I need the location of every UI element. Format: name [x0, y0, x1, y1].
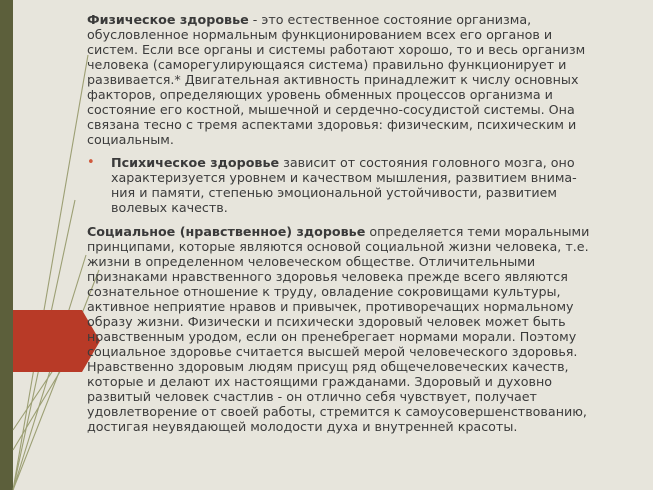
mental-health-text: зависит от состояния головного мозга, оно характеризуется уровнем и качеством мышления, развитием внима-ния и памяти, степенью эмоциональной устойчивости, развитием волевых качеств. [111, 155, 577, 215]
bullet-icon: • [87, 155, 95, 170]
mental-health-title: Психическое здоровье [111, 155, 280, 170]
social-health-title: Социальное (нравственное) здоровье [87, 224, 366, 239]
mental-health-paragraph [111, 155, 597, 215]
physical-health-title: Физическое здоровье [87, 12, 249, 27]
slide-content [87, 12, 597, 434]
physical-health-paragraph [87, 12, 597, 147]
physical-health-text: - это естественное состояние организма, обусловленное нормальным функционированием всех его органов и систем. Если все органы и системы работают хорошо, то и весь организм человека (саморегулирующаяся система) правильно функционирует и развивается.* Двигательная активность принадлежит к числу основных факторов, определяющих уровень обменных процессов организма и состояние его костной, мышечной и сердечно-сосудистой системы. Она связана тесно с тремя аспектами здоровья: физическим, психическим и социальным. [87, 12, 586, 147]
social-health-text: определяется теми моральными принципами, которые являются основой социальной жизни человека, т.е. жизни в определенном человеческом обществе. Отличительными признаками нравственного здоровья человека прежде всего являются сознательное отношение к труду, овладение сокровищами культуры, активное неприятие нравов и привычек, противоречащих нормальному образу жизни. Физически и психически здоровый человек может быть нравственным уродом, если он пренебрегает нормами морали. Поэтому социальное здоровье считается высшей мерой человеческого здоровья. Нравственно здоровым людям присущ ряд общечеловеческих качеств, которые и делают их настоящими гражданами. Здоровый и духовно развитый человек счастлив - он отлично себя чувствует, получает удовлетворение от своей работы, стремится к самоусовершенствованию, достигая неувядающей молодости духа и внутренней красоты. [87, 224, 590, 434]
deco-line-3 [13, 255, 86, 490]
mental-health-bullet [87, 155, 597, 215]
deco-line-1 [13, 55, 88, 490]
social-health-paragraph [87, 224, 597, 434]
